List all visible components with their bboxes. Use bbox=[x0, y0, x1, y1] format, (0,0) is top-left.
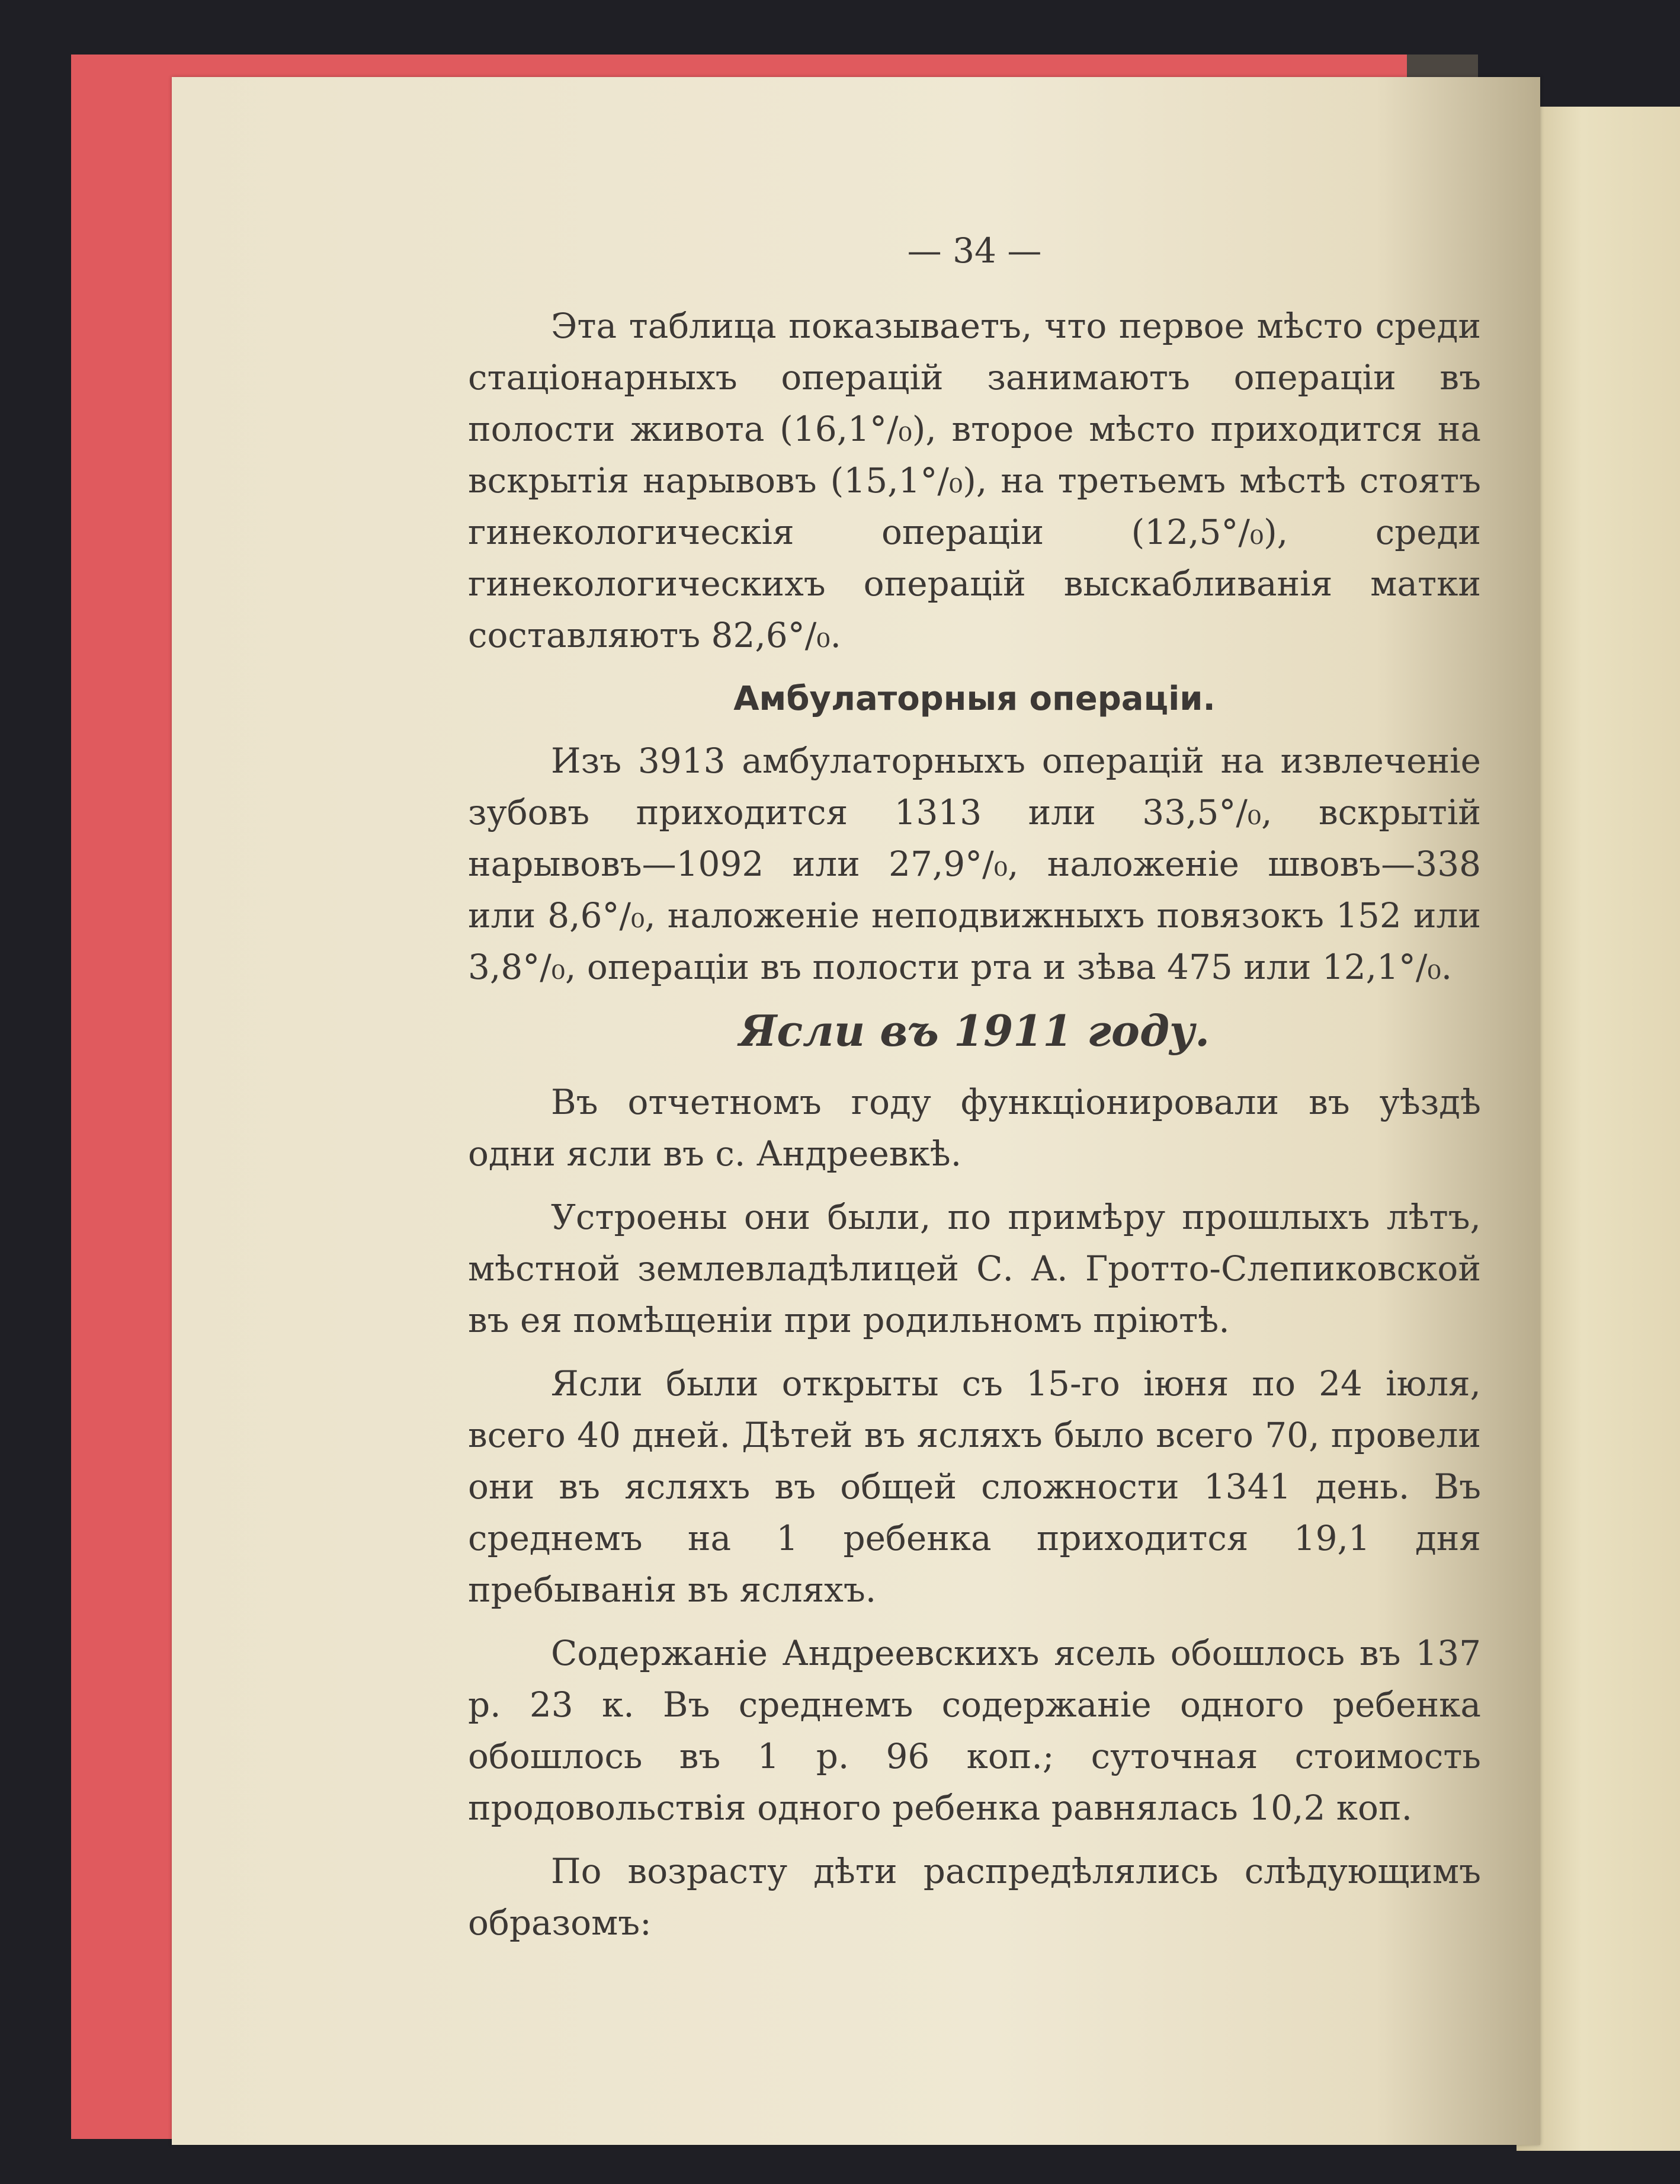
paragraph: По возрасту дѣти распредѣлялись слѣдующимъ образомъ: bbox=[468, 1851, 1481, 1943]
page-text bbox=[468, 225, 1481, 1961]
page-number: — 34 — bbox=[907, 230, 1042, 271]
script-section-title: Ясли въ 1911 году. bbox=[739, 1005, 1210, 1056]
paragraph: Содержаніе Андреевскихъ ясель обошлось въ 137 р. 23 к. Въ среднемъ содержаніе одного ребенка обошлось въ 1 р. 96 коп.; суточная стоимость продовольствія одного ребенка равнялась 10,2 коп. bbox=[468, 1633, 1481, 1828]
paragraph: Ясли были открыты съ 15-го іюня по 24 іюля, всего 40 дней. Дѣтей въ ясляхъ было всего 70, провели они въ ясляхъ въ общей сложности 1341 день. Въ среднемъ на 1 ребенка приходится 19,1 дня пребыванія въ ясляхъ. bbox=[468, 1363, 1481, 1610]
paragraph: Устроены они были, по примѣру прошлыхъ лѣтъ, мѣстной землевладѣлицей С. А. Гротто-Слепиковской въ ея помѣщеніи при родильномъ пріютѣ. bbox=[468, 1197, 1481, 1340]
paragraph: Въ отчетномъ году функціонировали въ уѣздѣ одни ясли въ с. Андреевкѣ. bbox=[468, 1082, 1481, 1174]
section-title: Амбулаторныя операціи. bbox=[733, 680, 1216, 718]
next-page-edge bbox=[1517, 107, 1680, 2151]
paragraph: Эта таблица показываетъ, что первое мѣсто среди стаціонарныхъ операцій занимаютъ операціи въ полости живота (16,1°/₀), второе мѣсто приходится на вскрытія нарывовъ (15,1°/₀), на третьемъ мѣстѣ стоятъ гинекологическія операціи (12,5°/₀), среди гинекологическихъ операцій выскабливанія матки составляютъ 82,6°/₀. bbox=[468, 306, 1481, 655]
paragraph: Изъ 3913 амбулаторныхъ операцій на извлеченіе зубовъ приходится 1313 или 33,5°/₀, вскрытій нарывовъ—1092 или 27,9°/₀, наложеніе швовъ—338 или 8,6°/₀, наложеніе неподвижныхъ повязокъ 152 или 3,8°/₀, операціи въ полости рта и зѣва 475 или 12,1°/₀. bbox=[468, 741, 1481, 987]
